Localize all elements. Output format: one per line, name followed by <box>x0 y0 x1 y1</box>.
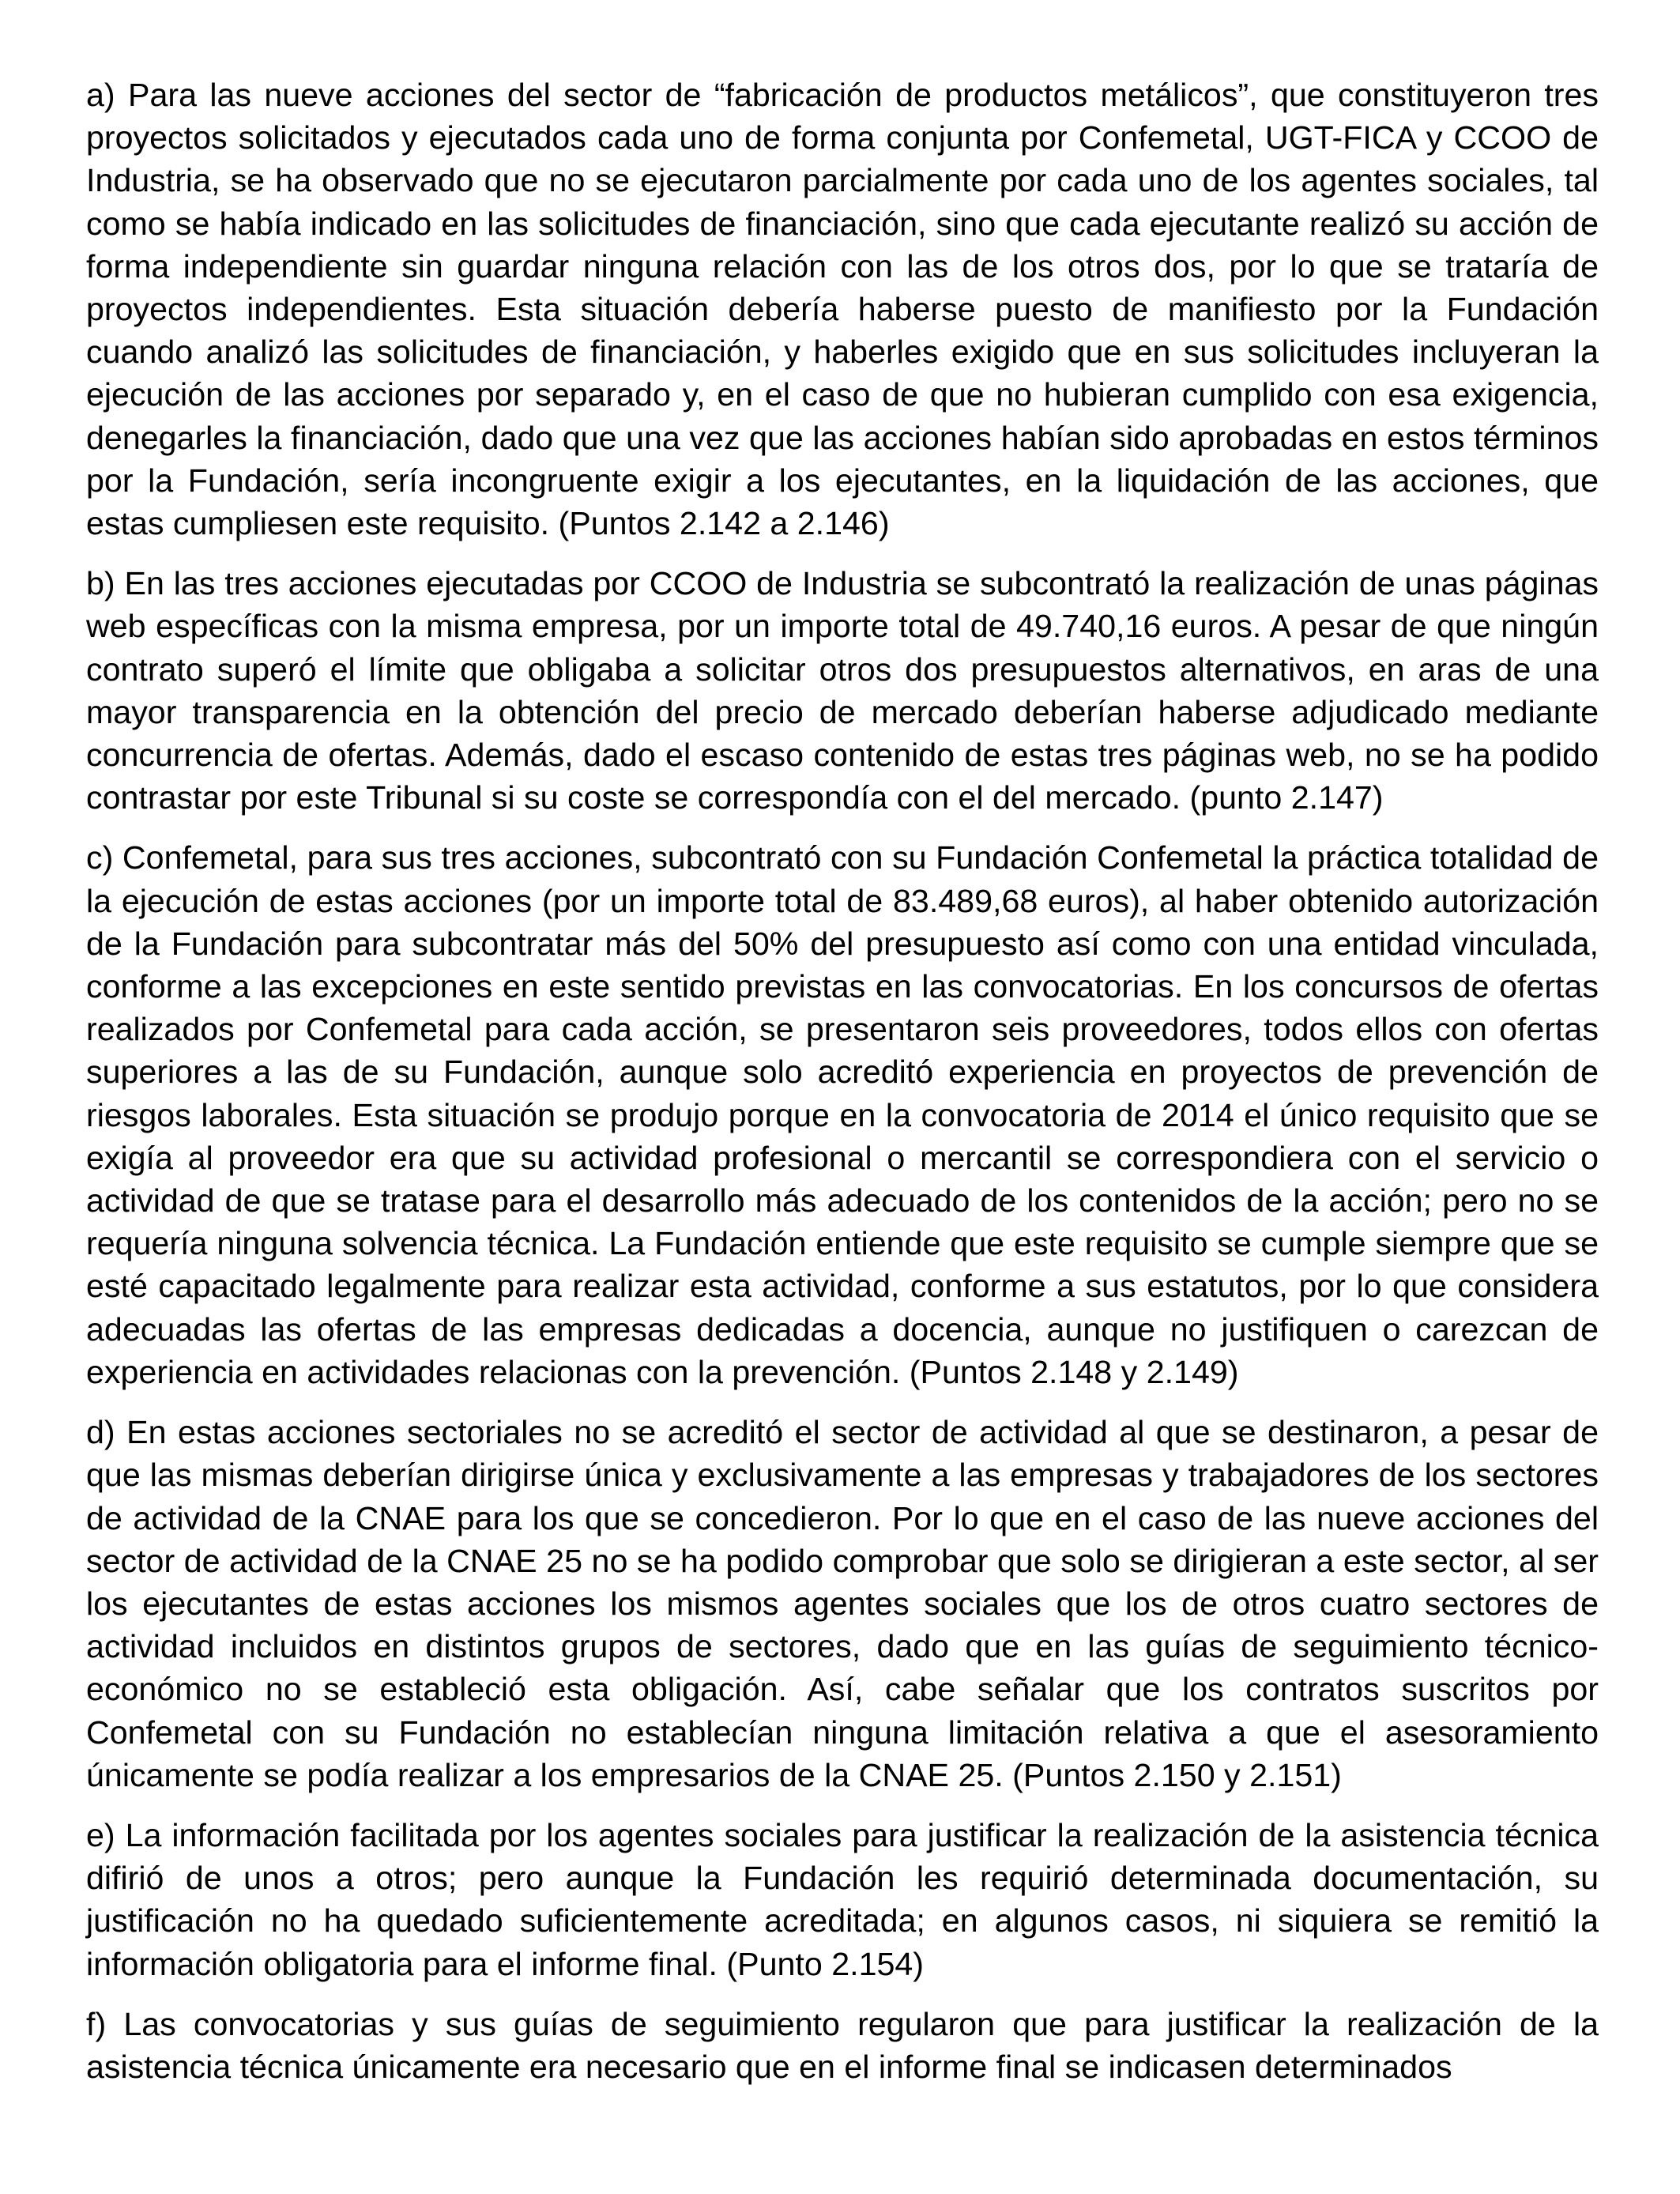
paragraph-a <box>86 74 1599 545</box>
paragraph-text: En las tres acciones ejecutadas por CCOO de Industria se subcontrató la realización de unas páginas web específicas con la misma empresa, por un importe total de 49.740,16 euros. A pesar de que ningún contrato superó el límite que obligaba a solicitar otros dos presupuestos alternativos, en aras de una mayor transparencia en la obtención del precio de mercado deberían haberse adjudicado mediante concurrencia de ofertas. Además, dado el escaso contenido de estas tres páginas web, no se ha podido contrastar por este Tribunal si su coste se correspondía con el del mercado. (punto 2.147) <box>86 565 1599 816</box>
paragraph-marker: c) <box>86 839 114 876</box>
paragraph-b <box>86 562 1599 819</box>
document-body <box>86 74 1599 2088</box>
paragraph-text: Las convocatorias y sus guías de seguimiento regularon que para justificar la realización de la asistencia técnica únicamente era necesario que en el informe final se indicasen determinados <box>86 2005 1599 2085</box>
paragraph-marker: d) <box>86 1414 115 1451</box>
paragraph-e <box>86 1814 1599 1985</box>
paragraph-f <box>86 2003 1599 2088</box>
paragraph-marker: f) <box>86 2005 107 2042</box>
paragraph-text: Para las nueve acciones del sector de “fabricación de productos metálicos”, que constituyeron tres proyectos solicitados y ejecutados cada uno de forma conjunta por Confemetal, UGT-FICA y CCOO de Industria, se ha observado que no se ejecutaron parcialmente por cada uno de los agentes sociales, tal como se había indicado en las solicitudes de financiación, sino que cada ejecutante realizó su acción de forma independiente sin guardar ninguna relación con las de los otros dos, por lo que se trataría de proyectos independientes. Esta situación debería haberse puesto de manifiesto por la Fundación cuando analizó las solicitudes de financiación, y haberles exigido que en sus solicitudes incluyeran la ejecución de las acciones por separado y, en el caso de que no hubieran cumplido con esa exigencia, denegarles la financiación, dado que una vez que las acciones habían sido aprobadas en estos términos por la Fundación, sería incongruente exigir a los ejecutantes, en la liquidación de las acciones, que estas cumpliesen este requisito. (Puntos 2.142 a 2.146) <box>86 77 1599 542</box>
paragraph-d <box>86 1411 1599 1796</box>
paragraph-text: Confemetal, para sus tres acciones, subcontrató con su Fundación Confemetal la práctica totalidad de la ejecución de estas acciones (por un importe total de 83.489,68 euros), al haber obtenido autorización de la Fundación para subcontratar más del 50% del presupuesto así como con una entidad vinculada, conforme a las excepciones en este sentido previstas en las convocatorias. En los concursos de ofertas realizados por Confemetal para cada acción, se presentaron seis proveedores, todos ellos con ofertas superiores a las de su Fundación, aunque solo acreditó experiencia en proyectos de prevención de riesgos laborales. Esta situación se produjo porque en la convocatoria de 2014 el único requisito que se exigía al proveedor era que su actividad profesional o mercantil se correspondiera con el servicio o actividad de que se tratase para el desarrollo más adecuado de los contenidos de la acción; pero no se requería ninguna solvencia técnica. La Fundación entiende que este requisito se cumple siempre que se esté capacitado legalmente para realizar esta actividad, conforme a sus estatutos, por lo que considera adecuadas las ofertas de las empresas dedicadas a docencia, aunque no justifiquen o carezcan de experiencia en actividades relacionas con la prevención. (Puntos 2.148 y 2.149) <box>86 839 1599 1390</box>
paragraph-marker: e) <box>86 1816 115 1853</box>
paragraph-c <box>86 836 1599 1393</box>
paragraph-text: En estas acciones sectoriales no se acreditó el sector de actividad al que se destinaron, a pesar de que las mismas deberían dirigirse única y exclusivamente a las empresas y trabajadores de los sectores de actividad de la CNAE para los que se concedieron. Por lo que en el caso de las nueve acciones del sector de actividad de la CNAE 25 no se ha podido comprobar que solo se dirigieran a este sector, al ser los ejecutantes de estas acciones los mismos agentes sociales que los de otros cuatro sectores de actividad incluidos en distintos grupos de sectores, dado que en las guías de seguimiento técnico-económico no se estableció esta obligación. Así, cabe señalar que los contratos suscritos por Confemetal con su Fundación no establecían ninguna limitación relativa a que el asesoramiento únicamente se podía realizar a los empresarios de la CNAE 25. (Puntos 2.150 y 2.151) <box>86 1414 1599 1793</box>
paragraph-marker: a) <box>86 77 115 113</box>
paragraph-marker: b) <box>86 565 115 602</box>
paragraph-text: La información facilitada por los agentes sociales para justificar la realización de la asistencia técnica difirió de unos a otros; pero aunque la Fundación les requirió determinada documentación, su justificación no ha quedado suficientemente acreditada; en algunos casos, ni siquiera se remitió la información obligatoria para el informe final. (Punto 2.154) <box>86 1816 1599 1982</box>
